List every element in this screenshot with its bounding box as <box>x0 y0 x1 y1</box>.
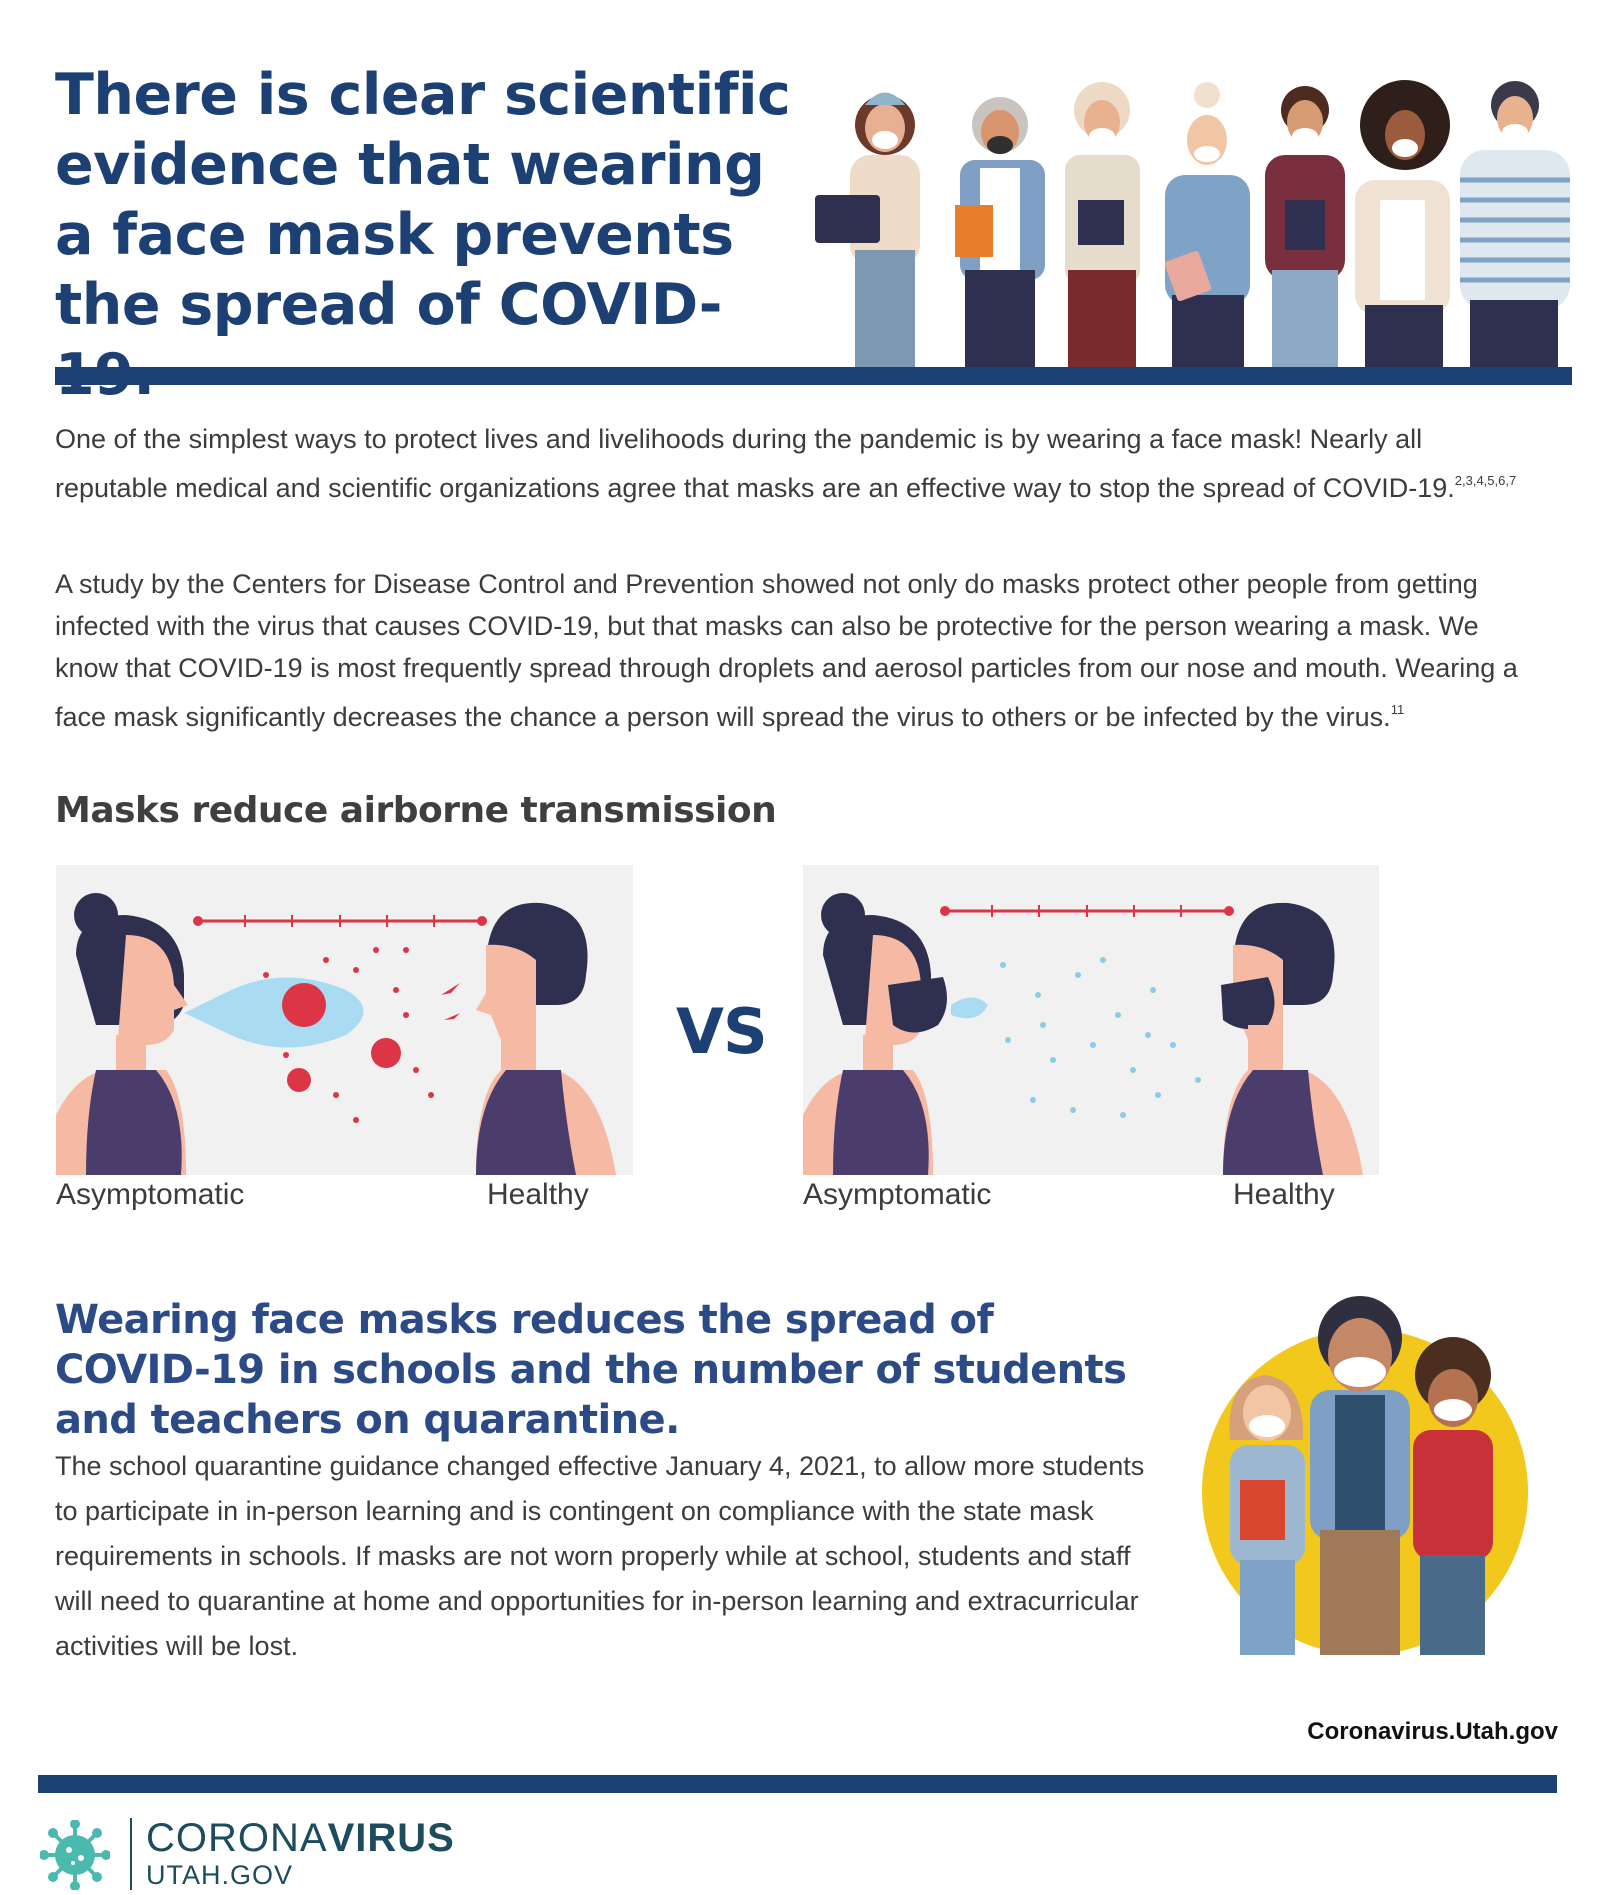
right-panel-asymptomatic-caption: Asymptomatic <box>803 1178 992 1211</box>
left-panel-healthy-caption: Healthy <box>487 1178 589 1211</box>
people-group-illustration <box>810 50 1590 370</box>
website-url[interactable]: Coronavirus.Utah.gov <box>1307 1718 1558 1745</box>
footer-rule <box>38 1775 1557 1793</box>
logo-subtext: UTAH.GOV <box>146 1860 294 1890</box>
vs-label: VS <box>676 995 767 1068</box>
logo-divider <box>130 1818 132 1890</box>
left-panel-asymptomatic-caption: Asymptomatic <box>56 1178 245 1211</box>
schools-headline: Wearing face masks reduces the spread of COVID-19 in schools and the number of students and teachers on quarantine. <box>55 1297 1127 1443</box>
logo-wordmark: CORONAVIRUS <box>146 1816 455 1860</box>
comparison-title: Masks reduce airborne transmission <box>55 790 777 831</box>
intro-paragraph-2: A study by the Centers for Disease Control and Prevention showed not only do masks protect other people from getting infected with the virus that causes COVID-19, but that masks can also be protective for the person wearing a mask. We know that COVID-19 is most frequently spread through droplets and aerosol particles from our nose and mouth. Wearing a face mask significantly decreases the chance a person will spread the virus to others or be infected by the virus.$^{11}$ <box>55 569 1518 732</box>
schools-paragraph: The school quarantine guidance changed effective January 4, 2021, to allow more students to participate in in-person learning and is contingent on compliance with the state mask requirements in schools. If masks are not worn properly while at school, students and staff will need to quarantine at home and opportunities for in-person learning and extracurricular activities will be lost. <box>55 1451 1145 1661</box>
mask-illustration <box>803 865 1379 1175</box>
page-headline: There is clear scientific evidence that wearing a face mask prevents the spread of COVID- <box>55 62 791 338</box>
no-mask-illustration <box>56 865 633 1175</box>
students-illustration <box>1185 1270 1545 1670</box>
header-rule <box>55 367 1572 385</box>
right-panel-healthy-caption: Healthy <box>1233 1178 1335 1211</box>
intro-paragraph-1: One of the simplest ways to protect lives and livelihoods during the pandemic is by wearing a face mask! Nearly all reputable medical and scientific organizations agree that masks are an effective way to stop the spread of COVID-19.$^{2,3,4,5,6,7}$ <box>55 424 1517 503</box>
virus-logo-icon <box>40 1820 110 1890</box>
